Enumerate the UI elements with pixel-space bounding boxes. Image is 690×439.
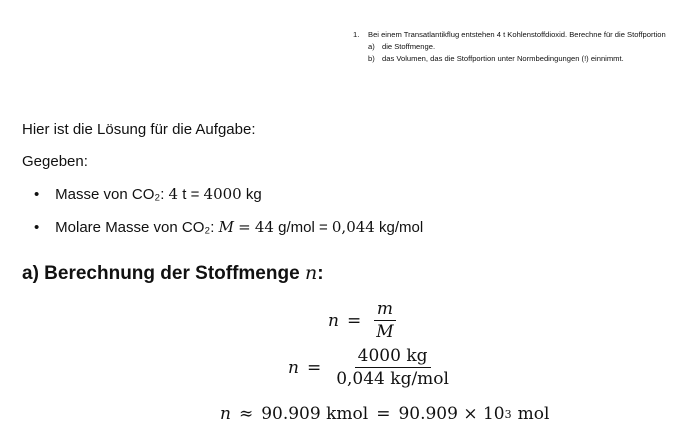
task-statement [353,29,666,65]
eq-lhs: n [220,404,231,424]
task-number: 1. [353,30,360,39]
equation-formula [328,298,401,343]
given-value2: 4000 [203,185,242,203]
given-label-text: Molare Masse von CO₂: [55,219,215,236]
task-text: Bei einem Transatlantikflug entstehen 4 t Kohlenstoffdioxid. Berechne für die Stoffportion [368,30,666,39]
equation-result [220,404,549,424]
fraction-numerator: m [374,298,396,321]
task-item-letter: b) [368,54,375,63]
equation-substitution [288,345,456,390]
eq-rhs: 90.909 × 10 [398,404,505,424]
task-item-text: das Volumen, das die Stoffportion unter Normbedingungen (!) einnimmt. [382,54,624,63]
fraction [373,298,396,343]
bullet-icon: • [34,186,40,203]
task-item-letter: a) [368,42,375,51]
bullet-icon: • [34,219,40,236]
given-value2: 0,044 [331,218,375,236]
eq-rel-equals: = [376,404,391,424]
task-item-text: die Stoffmenge. [382,42,436,51]
given-label-text: Masse von CO₂: [55,186,165,203]
eq-rel: = [346,310,362,331]
given-label: Gegeben: [22,153,88,170]
eq-unit: mol [517,404,550,424]
eq-rel-approx: ≈ [238,404,254,424]
eq-mid: 90.909 kmol [261,404,369,424]
task-line [353,29,666,41]
eq-exponent: 3 [504,407,512,421]
fraction [333,345,452,390]
eq-lhs: n [328,310,339,331]
given-item-molar-mass [34,218,423,236]
section-a-colon: : [317,263,324,284]
fraction-denominator: M [376,322,394,342]
given-value: 44 [254,218,274,236]
given-unit2: kg [245,186,262,203]
given-symbol: M [218,218,234,236]
section-a-heading [22,262,324,285]
given-value: 4 [168,185,179,203]
fraction-denominator: 0,044 kg/mol [336,369,449,389]
section-a-title: a) Berechnung der Stoffmenge [22,263,300,284]
eq-lhs: n [288,357,299,378]
eq-rel: = [306,357,322,378]
given-unit2: kg/mol [379,219,424,236]
given-unit: g/mol = [278,219,328,236]
task-item-b [353,53,666,65]
task-item-a [353,41,666,53]
given-eq: = [238,218,251,236]
given-unit: t = [182,186,200,203]
fraction-numerator: 4000 kg [355,345,431,368]
section-a-symbol: n [304,262,318,284]
intro-text: Hier ist die Lösung für die Aufgabe: [22,121,256,138]
given-item-mass [34,185,262,203]
